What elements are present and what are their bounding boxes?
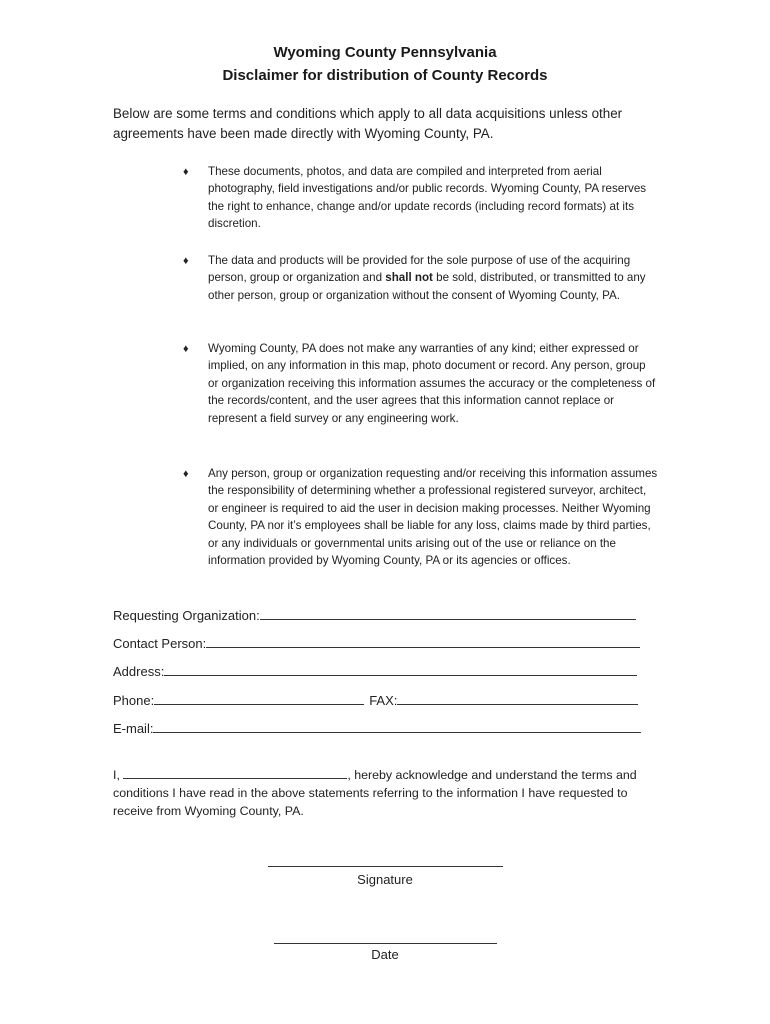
requesting-organization-field[interactable] — [113, 606, 636, 625]
diamond-bullet-icon: ♦ — [183, 468, 189, 480]
phone-fax-field — [113, 691, 638, 710]
fax-label: FAX: — [369, 693, 398, 708]
acknowledgement-prefix: I, — [113, 768, 120, 782]
document-title-line1: Wyoming County Pennsylvania — [273, 44, 497, 61]
terms-text-part: be sold, distributed, or transmitted to any other person, group or organization without the consent of Wyoming County, PA. — [208, 271, 646, 302]
acknowledgement-text: , hereby acknowledge and understand the terms and conditions I have read in the above statements referring to the information I have requested to receive from Wyoming County, PA. — [113, 768, 637, 818]
contact-person-field[interactable] — [113, 634, 640, 653]
signature-line[interactable] — [268, 865, 503, 867]
terms-text-emphasis: shall not — [385, 271, 433, 285]
phone-label: Phone: — [113, 693, 155, 708]
terms-bullet-text — [208, 252, 658, 304]
contact-person-line[interactable] — [206, 634, 640, 648]
terms-text-part: The data and products will be provided for the sole purpose of use of the acquiring person, group or organization and — [208, 254, 631, 285]
email-field[interactable] — [113, 719, 641, 738]
fax-line[interactable] — [397, 691, 638, 705]
diamond-bullet-icon: ♦ — [183, 255, 189, 267]
requesting-organization-line[interactable] — [260, 606, 636, 620]
address-field[interactable] — [113, 662, 637, 681]
intro-paragraph: Below are some terms and conditions which apply to all data acquisitions unless other agreements have been made directly with Wyoming County, PA. — [113, 106, 623, 141]
phone-line[interactable] — [154, 691, 364, 705]
terms-bullet-text: Wyoming County, PA does not make any warranties of any kind; either expressed or implied, on any information in this map, photo document or record. Any person, group or organization receiving this information assumes the accuracy or the completeness of the records/content, and the user agrees that this information cannot replace or represent a field survey or any engineering work. — [208, 342, 656, 425]
date-line[interactable] — [274, 942, 497, 944]
terms-bullet-text: Any person, group or organization requesting and/or receiving this information assumes the responsibility of determining whether a professional registered surveyor, architect, or engineer is required to aid the user in decision making processes. Neither Wyoming County, PA nor it’s employees shall be liable for any loss, claims made by third parties, or any individuals or governmental units arising out of the use or reliance on the information provided by Wyoming County, PA or its agencies or offices. — [208, 467, 658, 568]
email-label: E-mail: — [113, 721, 154, 736]
signature-label: Signature — [357, 872, 413, 887]
document-title-line2: Disclaimer for distribution of County Records — [222, 67, 548, 84]
contact-person-label: Contact Person: — [113, 636, 207, 651]
acknowledgement-paragraph — [113, 765, 658, 820]
diamond-bullet-icon: ♦ — [183, 343, 189, 355]
requesting-organization-label: Requesting Organization: — [113, 608, 260, 623]
terms-bullet-text: These documents, photos, and data are compiled and interpreted from aerial photography, field investigations and/or public records. Wyoming County, PA reserves the right to enhance, change and/or update records (including record formats) at its discretion. — [208, 165, 647, 231]
diamond-bullet-icon: ♦ — [183, 166, 189, 178]
email-line[interactable] — [153, 719, 641, 733]
address-line[interactable] — [164, 662, 637, 676]
date-label: Date — [371, 947, 399, 962]
acknowledgement-name-line[interactable] — [123, 765, 347, 779]
address-label: Address: — [113, 664, 165, 679]
